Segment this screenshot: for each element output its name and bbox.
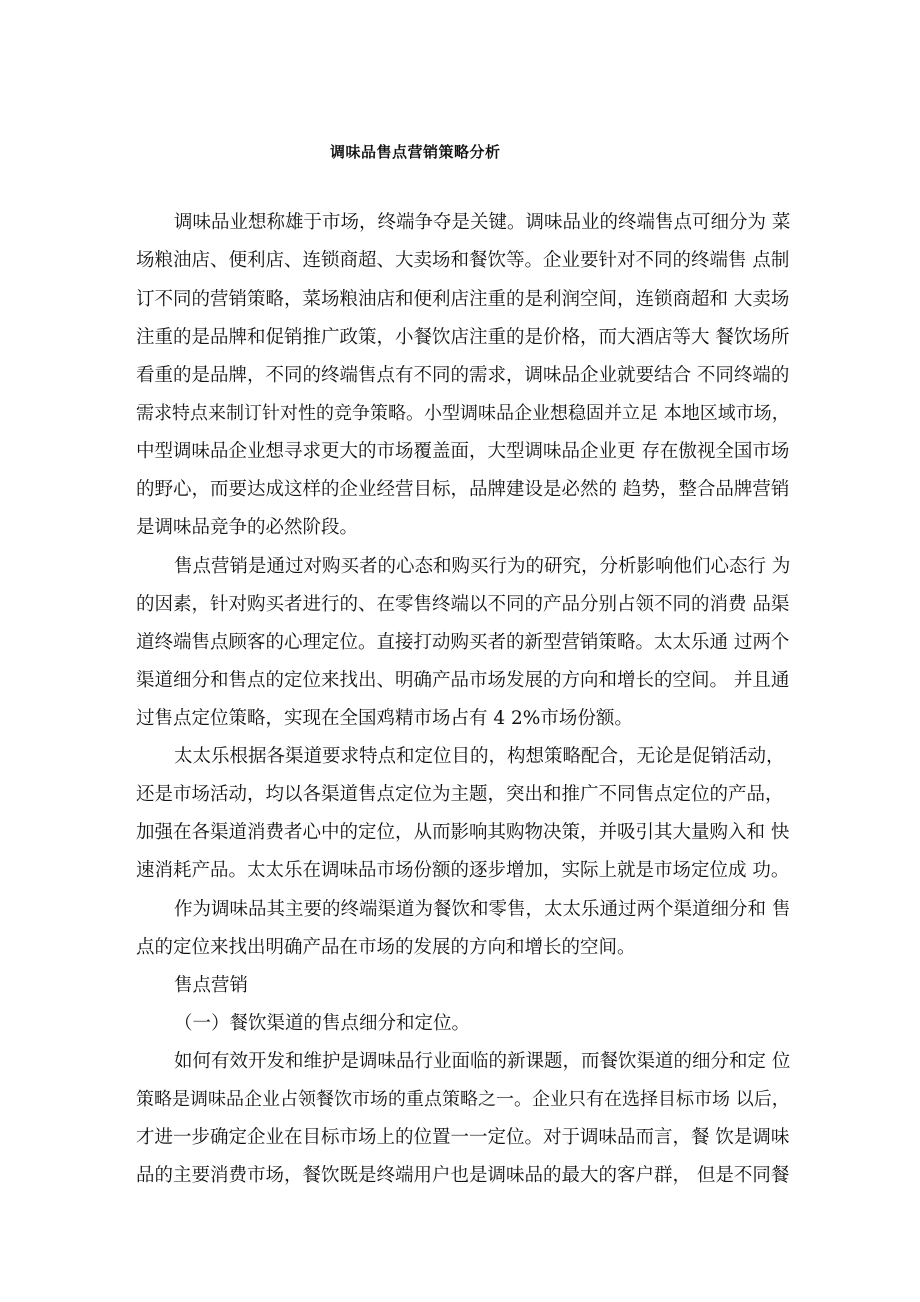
text-line: 的野心，而要达成这样的企业经营目标，品牌建设是必然的 趋势，整合品牌营销	[136, 479, 790, 500]
text-line: 太太乐根据各渠道要求特点和定位目的，构想策略配合，无论是促销活动，	[174, 746, 785, 767]
text-line: 作为调味品其主要的终端渠道为餐饮和零售，太太乐通过两个渠道细分和 售	[174, 899, 791, 920]
text-line: 渠道细分和售点的定位来找出、明确产品市场发展的方向和增长的空间。 并且通	[136, 670, 790, 691]
text-line: 看重的是品牌，不同的终端售点有不同的需求，调味品企业就要结合 不同终端的	[136, 365, 790, 386]
text-line: 售点营销是通过对购买者的心态和购买行为的研究，分析影响他们心态行 为	[174, 556, 791, 577]
text-line: 才进一步确定企业在目标市场上的位置一一定位。对于调味品而言，餐 饮是调味	[136, 1127, 790, 1148]
text-line: 道终端售点顾客的心理定位。直接打动购买者的新型营销策略。太太乐通 过两个	[136, 632, 790, 653]
text-line: 中型调味品企业想寻求更大的市场覆盖面，大型调味品企业更 存在傲视全国市场	[136, 441, 790, 462]
subsection-heading: （一）餐饮渠道的售点细分和定位。	[174, 1013, 471, 1034]
text-line: 速消耗产品。太太乐在调味品市场份额的逐步增加，实际上就是市场定位成 功。	[136, 860, 790, 881]
text-line: 加强在各渠道消费者心中的定位，从而影响其购物决策，并吸引其大量购入和 快	[136, 822, 790, 843]
text-line: 的因素，针对购买者进行的、在零售终端以不同的产品分别占领不同的消费 品渠	[136, 594, 790, 615]
text-line: 还是市场活动，均以各渠道售点定位为主题，突出和推广不同售点定位的产品，	[136, 784, 784, 805]
text-line: 需求特点来制订针对性的竞争策略。小型调味品企业想稳固并立足 本地区域市场，	[136, 403, 790, 424]
text-line: 如何有效开发和维护是调味品行业面临的新课题，而餐饮渠道的细分和定 位	[174, 1051, 791, 1072]
text-line: 策略是调味品企业占领餐饮市场的重点策略之一。企业只有在选择目标市场 以后，	[136, 1089, 790, 1110]
text-line: 调味品业想称雄于市场，终端争夺是关键。调味品业的终端售点可细分为 菜	[174, 212, 791, 233]
section-heading: 售点营销	[174, 975, 249, 996]
text-line: 品的主要消费市场，餐饮既是终端用户也是调味品的最大的客户群， 但是不同餐	[136, 1165, 790, 1186]
document-title: 调味品售点营销策略分析	[330, 143, 501, 161]
text-line: 点的定位来找出明确产品在市场的发展的方向和增长的空间。	[136, 937, 636, 958]
text-line: 注重的是品牌和促销推广政策，小餐饮店注重的是价格，而大酒店等大 餐饮场所	[136, 327, 790, 348]
text-line: 是调味品竞争的必然阶段。	[136, 517, 359, 538]
text-line: 场粮油店、便利店、连锁商超、大卖场和餐饮等。企业要针对不同的终端售 点制	[136, 250, 790, 271]
text-line: 过售点定位策略，实现在全国鸡精市场占有 4 2%市场份额。	[136, 708, 633, 729]
text-line: 订不同的营销策略，菜场粮油店和便利店注重的是利润空间，连锁商超和 大卖场	[136, 289, 790, 310]
